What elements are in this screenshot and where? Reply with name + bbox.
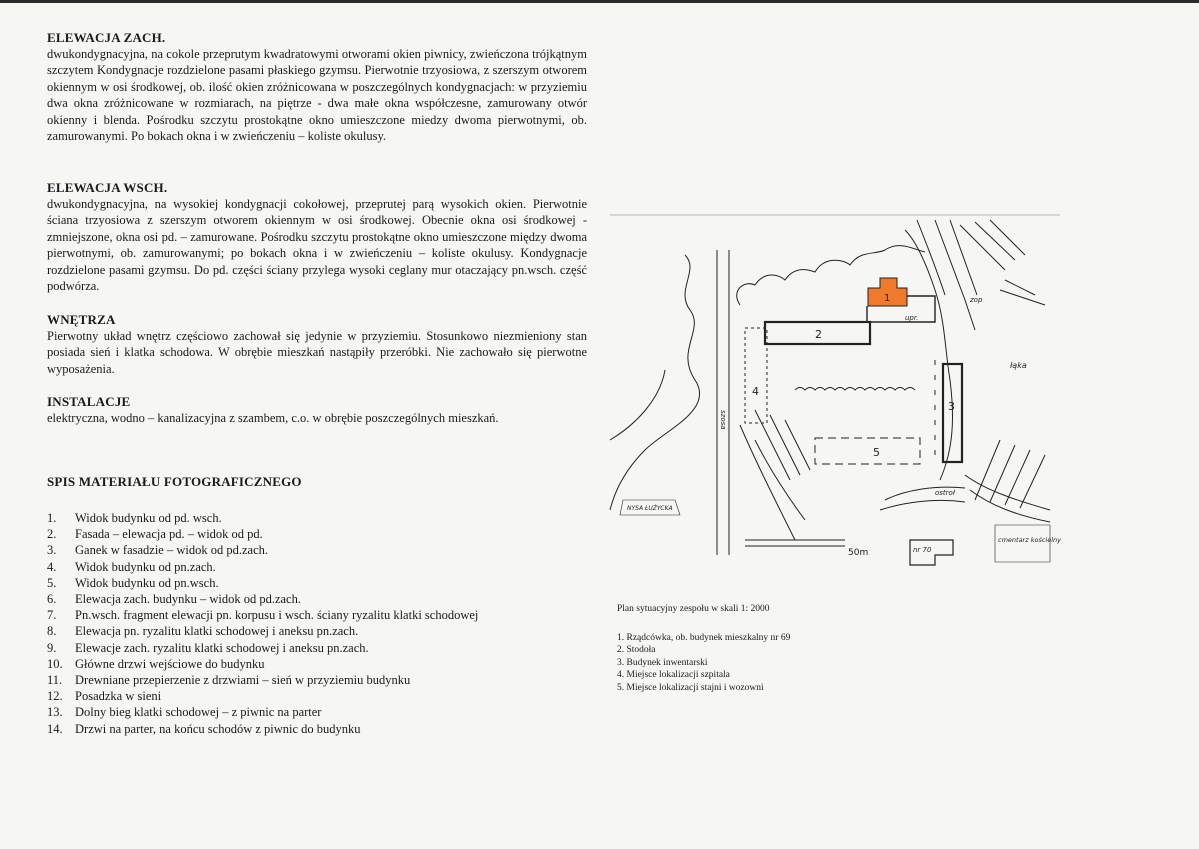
item-text: Fasada – elewacja pd. – widok od pd. — [75, 527, 263, 542]
label-zop: zop — [970, 296, 983, 304]
item-text: Drzwi na parter, na końcu schodów z piwnic do budynku — [75, 721, 361, 736]
item-text: Dolny bieg klatki schodowej – z piwnic na parter — [75, 705, 322, 720]
item-text: Elewacje zach. ryzalitu klatki schodowej i aneksu pn.zach. — [75, 640, 369, 655]
site-plan-map — [605, 210, 1065, 595]
label-river: NYSA ŁUŻYCKA — [627, 505, 673, 512]
section-title: WNĘTRZA — [47, 312, 116, 327]
item-number: 5. — [47, 575, 57, 590]
plan-caption: Plan sytuacyjny zespołu w skali 1: 2000 — [617, 604, 770, 614]
item-number: 4. — [47, 559, 57, 574]
scan-top-edge — [0, 0, 1199, 3]
list-item — [47, 640, 607, 656]
label-building-5: 5 — [873, 446, 880, 459]
legend-item: 4. Miejsce lokalizacji szpitala — [617, 670, 730, 681]
section-wnetrza — [47, 312, 587, 377]
label-scale: 50m — [848, 548, 869, 558]
item-text: Elewacja zach. budynku – widok od pd.zach. — [75, 592, 301, 607]
label-building-3: 3 — [948, 400, 955, 413]
legend-item: 3. Budynek inwentarski — [617, 657, 708, 668]
legend-item: 5. Miejsce lokalizacji stajni i wozowni — [617, 682, 764, 693]
list-item — [47, 607, 607, 623]
item-number: 13. — [47, 705, 63, 720]
label-building-1: 1 — [884, 293, 891, 304]
item-number: 9. — [47, 640, 57, 655]
section-elewacja-wsch — [47, 180, 587, 294]
item-number: 12. — [47, 689, 63, 704]
section-body: dwukondygnacyjna, na wysokiej kondygnacji cokołowej, przeprutej parą wysokich okien. Pierwotnie ściana trzyosiowa z szerszym otworem okiennym w osi środkowej. Obecnie okna osi środkowej - zmniejszone, okna osi pd. – zamurowane. Pośrodku szczytu prostokątne okno umieszczone między dwoma pierwotnymi, ob. zamurowanymi; po bokach okna i w zwieńczeniu – koliste okulusy. Kondygnacje rozdzielone pasami gzymsu. Do pd. części ściany przylega wysoki ceglany mur otaczający pn.wsch. część podwórza. — [47, 197, 587, 294]
item-number: 7. — [47, 608, 57, 623]
river-label — [620, 500, 680, 515]
item-number: 10. — [47, 656, 63, 671]
label-meadow: łąka — [1010, 361, 1027, 370]
item-number: 11. — [47, 673, 63, 688]
label-upr: upr. — [905, 314, 919, 322]
item-number: 8. — [47, 624, 57, 639]
item-text: Pn.wsch. fragment elewacji pn. korpusu i wsch. ściany ryzalitu klatki schodowej — [75, 608, 479, 623]
list-item — [47, 721, 607, 737]
item-number: 2. — [47, 527, 57, 542]
list-item — [47, 656, 607, 672]
label-ostrow: ostroł — [935, 489, 955, 497]
list-item — [47, 704, 607, 720]
photo-list-title: SPIS MATERIAŁU FOTOGRAFICZNEGO — [47, 474, 302, 489]
item-text: Widok budynku od pd. wsch. — [75, 511, 222, 525]
photo-list — [47, 510, 607, 737]
item-text: Elewacja pn. ryzalitu klatki schodowej i aneksu pn.zach. — [75, 624, 359, 639]
item-text: Widok budynku od pn.zach. — [75, 559, 216, 574]
item-text: Widok budynku od pn.wsch. — [75, 575, 219, 590]
label-building-2: 2 — [815, 328, 822, 341]
list-item — [47, 559, 607, 575]
list-item — [47, 526, 607, 542]
item-text: Główne drzwi wejściowe do budynku — [75, 656, 265, 671]
section-instalacje — [47, 394, 587, 426]
legend-item: 1. Rządcówka, ob. budynek mieszkalny nr 69 — [617, 633, 791, 643]
cemetery-label — [995, 525, 1061, 562]
item-text: Ganek w fasadzie – widok od pd.zach. — [75, 543, 268, 558]
section-body: dwukondygnacyjna, na cokole przeprutym kwadratowymi otworami okien piwnicy, zwieńczona trójkątnym szczytem Kondygnacje rozdzielone pasami płaskiego gzymsu. Pierwotnie trzyosiowa, z szerszym otworem okiennym w osi środkowej, ob. ilość okien zróżnicowana w poszczególnych kondygnacjach: w przyziemiu dwa okna zróżnicowane w rozmiarach, na piętrze - dwa małe okna współczesne, zamurowany otwór okienny i blenda. Pośrodku szczytu prostokątne okno umieszczone miedzy dwoma pierwotnymi, ob. zamurowanymi. Po bokach okna i w zwieńczeniu – koliste okulusy. — [47, 47, 587, 144]
section-title: INSTALACJE — [47, 394, 131, 409]
list-item — [47, 542, 607, 558]
legend-item: 2. Stodoła — [617, 645, 656, 656]
list-item — [47, 672, 607, 688]
label-building-4: 4 — [752, 385, 759, 398]
list-item — [47, 575, 607, 591]
item-text: Drewniane przepierzenie z drzwiami – sień w przyziemiu budynku — [75, 673, 411, 688]
plan-legend — [617, 632, 790, 694]
item-number: 1. — [47, 511, 57, 525]
item-number: 6. — [47, 592, 57, 607]
list-item — [47, 688, 607, 704]
section-elewacja-zach — [47, 30, 587, 144]
list-item — [47, 591, 607, 607]
section-body: elektryczna, wodno – kanalizacyjna z szambem, c.o. w obrębie poszczególnych mieszkań. — [47, 411, 499, 425]
item-number: 3. — [47, 543, 57, 558]
list-item — [47, 510, 607, 526]
section-body: Pierwotny układ wnętrz częściowo zachował się jedynie w przyziemiu. Stosunkowo niezmieniony stan posiada sień i klatka schodowa. W obrębie mieszkań nastąpiły przeróbki. Nie zachowało się pierwotne wyposażenia. — [47, 329, 587, 376]
label-cemetery: cmentarz kościelny — [998, 536, 1061, 544]
label-nr70: nr 70 — [913, 546, 932, 554]
list-item — [47, 623, 607, 639]
item-number: 14. — [47, 721, 63, 736]
section-title: ELEWACJA WSCH. — [47, 180, 168, 195]
label-road: szosa — [719, 410, 727, 430]
section-title: ELEWACJA ZACH. — [47, 30, 166, 45]
item-text: Posadzka w sieni — [75, 689, 162, 704]
